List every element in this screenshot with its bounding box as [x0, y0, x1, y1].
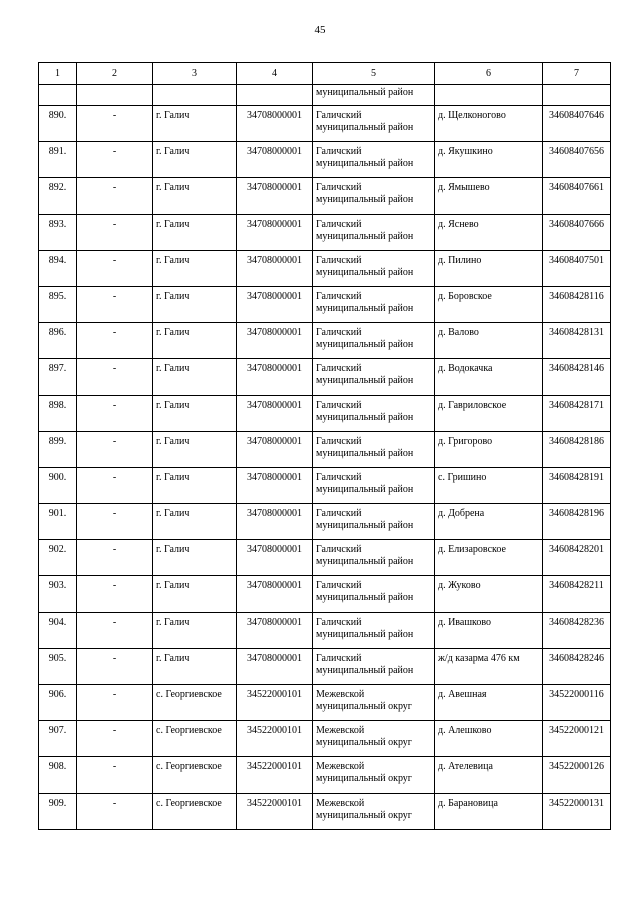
row-settlement: г. Галич: [153, 648, 237, 684]
row-district: Галичский муниципальный район: [313, 612, 435, 648]
row-oktmo: 34522000121: [543, 721, 611, 757]
table-row: [39, 323, 611, 359]
column-header: 1: [39, 63, 77, 85]
row-code: 34522000101: [237, 793, 313, 829]
table-row: [39, 106, 611, 142]
row-locality: д. Валово: [435, 323, 543, 359]
table-row: [39, 359, 611, 395]
row-dash: -: [77, 214, 153, 250]
table-row: [39, 286, 611, 322]
row-oktmo: 34608407666: [543, 214, 611, 250]
row-dash: -: [77, 612, 153, 648]
row-number: 893.: [39, 214, 77, 250]
row-dash: -: [77, 359, 153, 395]
table-cell: [153, 85, 237, 106]
row-district: Межевской муниципальный округ: [313, 757, 435, 793]
row-code: 34708000001: [237, 286, 313, 322]
table-row: [39, 467, 611, 503]
row-locality: д. Григорово: [435, 431, 543, 467]
row-district: Галичский муниципальный район: [313, 467, 435, 503]
row-code: 34522000101: [237, 685, 313, 721]
continuation-row: [39, 85, 611, 106]
row-code: 34708000001: [237, 395, 313, 431]
page-number: 45: [314, 24, 326, 36]
row-dash: -: [77, 323, 153, 359]
table-row: [39, 504, 611, 540]
row-oktmo: 34608428146: [543, 359, 611, 395]
row-code: 34522000101: [237, 721, 313, 757]
row-locality: д. Алешково: [435, 721, 543, 757]
row-code: 34708000001: [237, 214, 313, 250]
table-row: [39, 721, 611, 757]
column-header: 7: [543, 63, 611, 85]
row-dash: -: [77, 178, 153, 214]
row-locality: д. Щелконогово: [435, 106, 543, 142]
row-number: 904.: [39, 612, 77, 648]
row-locality: д. Яснево: [435, 214, 543, 250]
row-district: Галичский муниципальный район: [313, 214, 435, 250]
column-header-row: [39, 63, 611, 85]
row-dash: -: [77, 540, 153, 576]
row-oktmo: 34608407661: [543, 178, 611, 214]
row-district: Галичский муниципальный район: [313, 359, 435, 395]
row-locality: д. Жуково: [435, 576, 543, 612]
settlements-table: [38, 62, 611, 830]
row-dash: -: [77, 793, 153, 829]
row-settlement: г. Галич: [153, 286, 237, 322]
row-dash: -: [77, 721, 153, 757]
row-dash: -: [77, 685, 153, 721]
row-district: Галичский муниципальный район: [313, 540, 435, 576]
row-code: 34708000001: [237, 323, 313, 359]
row-oktmo: 34608428211: [543, 576, 611, 612]
row-code: 34708000001: [237, 250, 313, 286]
row-code: 34708000001: [237, 504, 313, 540]
row-number: 901.: [39, 504, 77, 540]
column-header: 2: [77, 63, 153, 85]
row-code: 34708000001: [237, 142, 313, 178]
row-code: 34522000101: [237, 757, 313, 793]
row-settlement: г. Галич: [153, 504, 237, 540]
row-settlement: г. Галич: [153, 359, 237, 395]
row-code: 34708000001: [237, 467, 313, 503]
row-number: 900.: [39, 467, 77, 503]
row-code: 34708000001: [237, 612, 313, 648]
row-settlement: г. Галич: [153, 106, 237, 142]
row-number: 908.: [39, 757, 77, 793]
row-oktmo: 34608428116: [543, 286, 611, 322]
row-district: Галичский муниципальный район: [313, 431, 435, 467]
row-settlement: г. Галич: [153, 431, 237, 467]
row-district: Галичский муниципальный район: [313, 648, 435, 684]
row-code: 34708000001: [237, 178, 313, 214]
row-oktmo: 34522000131: [543, 793, 611, 829]
row-settlement: г. Галич: [153, 612, 237, 648]
row-code: 34708000001: [237, 106, 313, 142]
column-header: 6: [435, 63, 543, 85]
row-locality: д. Добрена: [435, 504, 543, 540]
row-locality: с. Гришино: [435, 467, 543, 503]
row-dash: -: [77, 431, 153, 467]
row-settlement: г. Галич: [153, 250, 237, 286]
row-dash: -: [77, 106, 153, 142]
row-oktmo: 34608407646: [543, 106, 611, 142]
row-district: Галичский муниципальный район: [313, 106, 435, 142]
row-number: 897.: [39, 359, 77, 395]
row-locality: д. Ателевица: [435, 757, 543, 793]
row-district: Галичский муниципальный район: [313, 178, 435, 214]
table-row: [39, 395, 611, 431]
table-row: [39, 214, 611, 250]
row-number: 902.: [39, 540, 77, 576]
row-number: 907.: [39, 721, 77, 757]
row-oktmo: 34522000126: [543, 757, 611, 793]
row-dash: -: [77, 576, 153, 612]
row-dash: -: [77, 648, 153, 684]
table-row: [39, 540, 611, 576]
row-settlement: с. Георгиевское: [153, 685, 237, 721]
row-district: Галичский муниципальный район: [313, 323, 435, 359]
column-header: 3: [153, 63, 237, 85]
row-locality: д. Ямышево: [435, 178, 543, 214]
row-dash: -: [77, 250, 153, 286]
row-dash: -: [77, 757, 153, 793]
row-district: Галичский муниципальный район: [313, 504, 435, 540]
row-locality: д. Елизаровское: [435, 540, 543, 576]
table-cell: [237, 85, 313, 106]
row-settlement: г. Галич: [153, 178, 237, 214]
table-cell: [77, 85, 153, 106]
row-number: 903.: [39, 576, 77, 612]
table-row: [39, 142, 611, 178]
table-row: [39, 648, 611, 684]
column-header: 4: [237, 63, 313, 85]
row-locality: д. Авешная: [435, 685, 543, 721]
row-number: 890.: [39, 106, 77, 142]
row-oktmo: 34608407656: [543, 142, 611, 178]
row-settlement: г. Галич: [153, 395, 237, 431]
row-locality: д. Якушкино: [435, 142, 543, 178]
table-row: [39, 612, 611, 648]
row-locality: д. Пилино: [435, 250, 543, 286]
row-settlement: г. Галич: [153, 576, 237, 612]
row-number: 898.: [39, 395, 77, 431]
row-settlement: г. Галич: [153, 214, 237, 250]
row-code: 34708000001: [237, 648, 313, 684]
row-locality: ж/д казарма 476 км: [435, 648, 543, 684]
row-locality: д. Боровское: [435, 286, 543, 322]
row-number: 895.: [39, 286, 77, 322]
row-dash: -: [77, 286, 153, 322]
row-oktmo: 34608428191: [543, 467, 611, 503]
row-district: Галичский муниципальный район: [313, 576, 435, 612]
row-code: 34708000001: [237, 576, 313, 612]
row-dash: -: [77, 504, 153, 540]
row-oktmo: 34608428246: [543, 648, 611, 684]
row-settlement: г. Галич: [153, 540, 237, 576]
row-oktmo: 34608428196: [543, 504, 611, 540]
row-number: 896.: [39, 323, 77, 359]
row-number: 909.: [39, 793, 77, 829]
row-settlement: с. Георгиевское: [153, 793, 237, 829]
row-code: 34708000001: [237, 431, 313, 467]
row-number: 892.: [39, 178, 77, 214]
table-row: [39, 178, 611, 214]
row-locality: д. Барановица: [435, 793, 543, 829]
row-settlement: г. Галич: [153, 142, 237, 178]
row-settlement: г. Галич: [153, 467, 237, 503]
row-oktmo: 34522000116: [543, 685, 611, 721]
row-oktmo: 34608428236: [543, 612, 611, 648]
table-row: [39, 757, 611, 793]
row-number: 899.: [39, 431, 77, 467]
table-cell: муниципальный район: [313, 85, 435, 106]
row-dash: -: [77, 467, 153, 503]
row-district: Галичский муниципальный район: [313, 142, 435, 178]
row-district: Межевской муниципальный округ: [313, 721, 435, 757]
table-cell: [543, 85, 611, 106]
table-row: [39, 793, 611, 829]
table-row: [39, 431, 611, 467]
row-number: 894.: [39, 250, 77, 286]
table-row: [39, 576, 611, 612]
row-code: 34708000001: [237, 359, 313, 395]
row-oktmo: 34608428201: [543, 540, 611, 576]
table-row: [39, 250, 611, 286]
row-oktmo: 34608407501: [543, 250, 611, 286]
row-district: Межевской муниципальный округ: [313, 685, 435, 721]
row-oktmo: 34608428186: [543, 431, 611, 467]
row-settlement: с. Георгиевское: [153, 721, 237, 757]
table-cell: [39, 85, 77, 106]
row-locality: д. Ивашково: [435, 612, 543, 648]
row-dash: -: [77, 395, 153, 431]
column-header: 5: [313, 63, 435, 85]
row-dash: -: [77, 142, 153, 178]
row-locality: д. Гавриловское: [435, 395, 543, 431]
row-district: Межевской муниципальный округ: [313, 793, 435, 829]
row-number: 891.: [39, 142, 77, 178]
row-oktmo: 34608428171: [543, 395, 611, 431]
row-district: Галичский муниципальный район: [313, 250, 435, 286]
row-number: 905.: [39, 648, 77, 684]
row-oktmo: 34608428131: [543, 323, 611, 359]
row-code: 34708000001: [237, 540, 313, 576]
row-number: 906.: [39, 685, 77, 721]
table-cell: [435, 85, 543, 106]
row-district: Галичский муниципальный район: [313, 286, 435, 322]
row-locality: д. Водокачка: [435, 359, 543, 395]
row-district: Галичский муниципальный район: [313, 395, 435, 431]
table-row: [39, 685, 611, 721]
row-settlement: с. Георгиевское: [153, 757, 237, 793]
row-settlement: г. Галич: [153, 323, 237, 359]
